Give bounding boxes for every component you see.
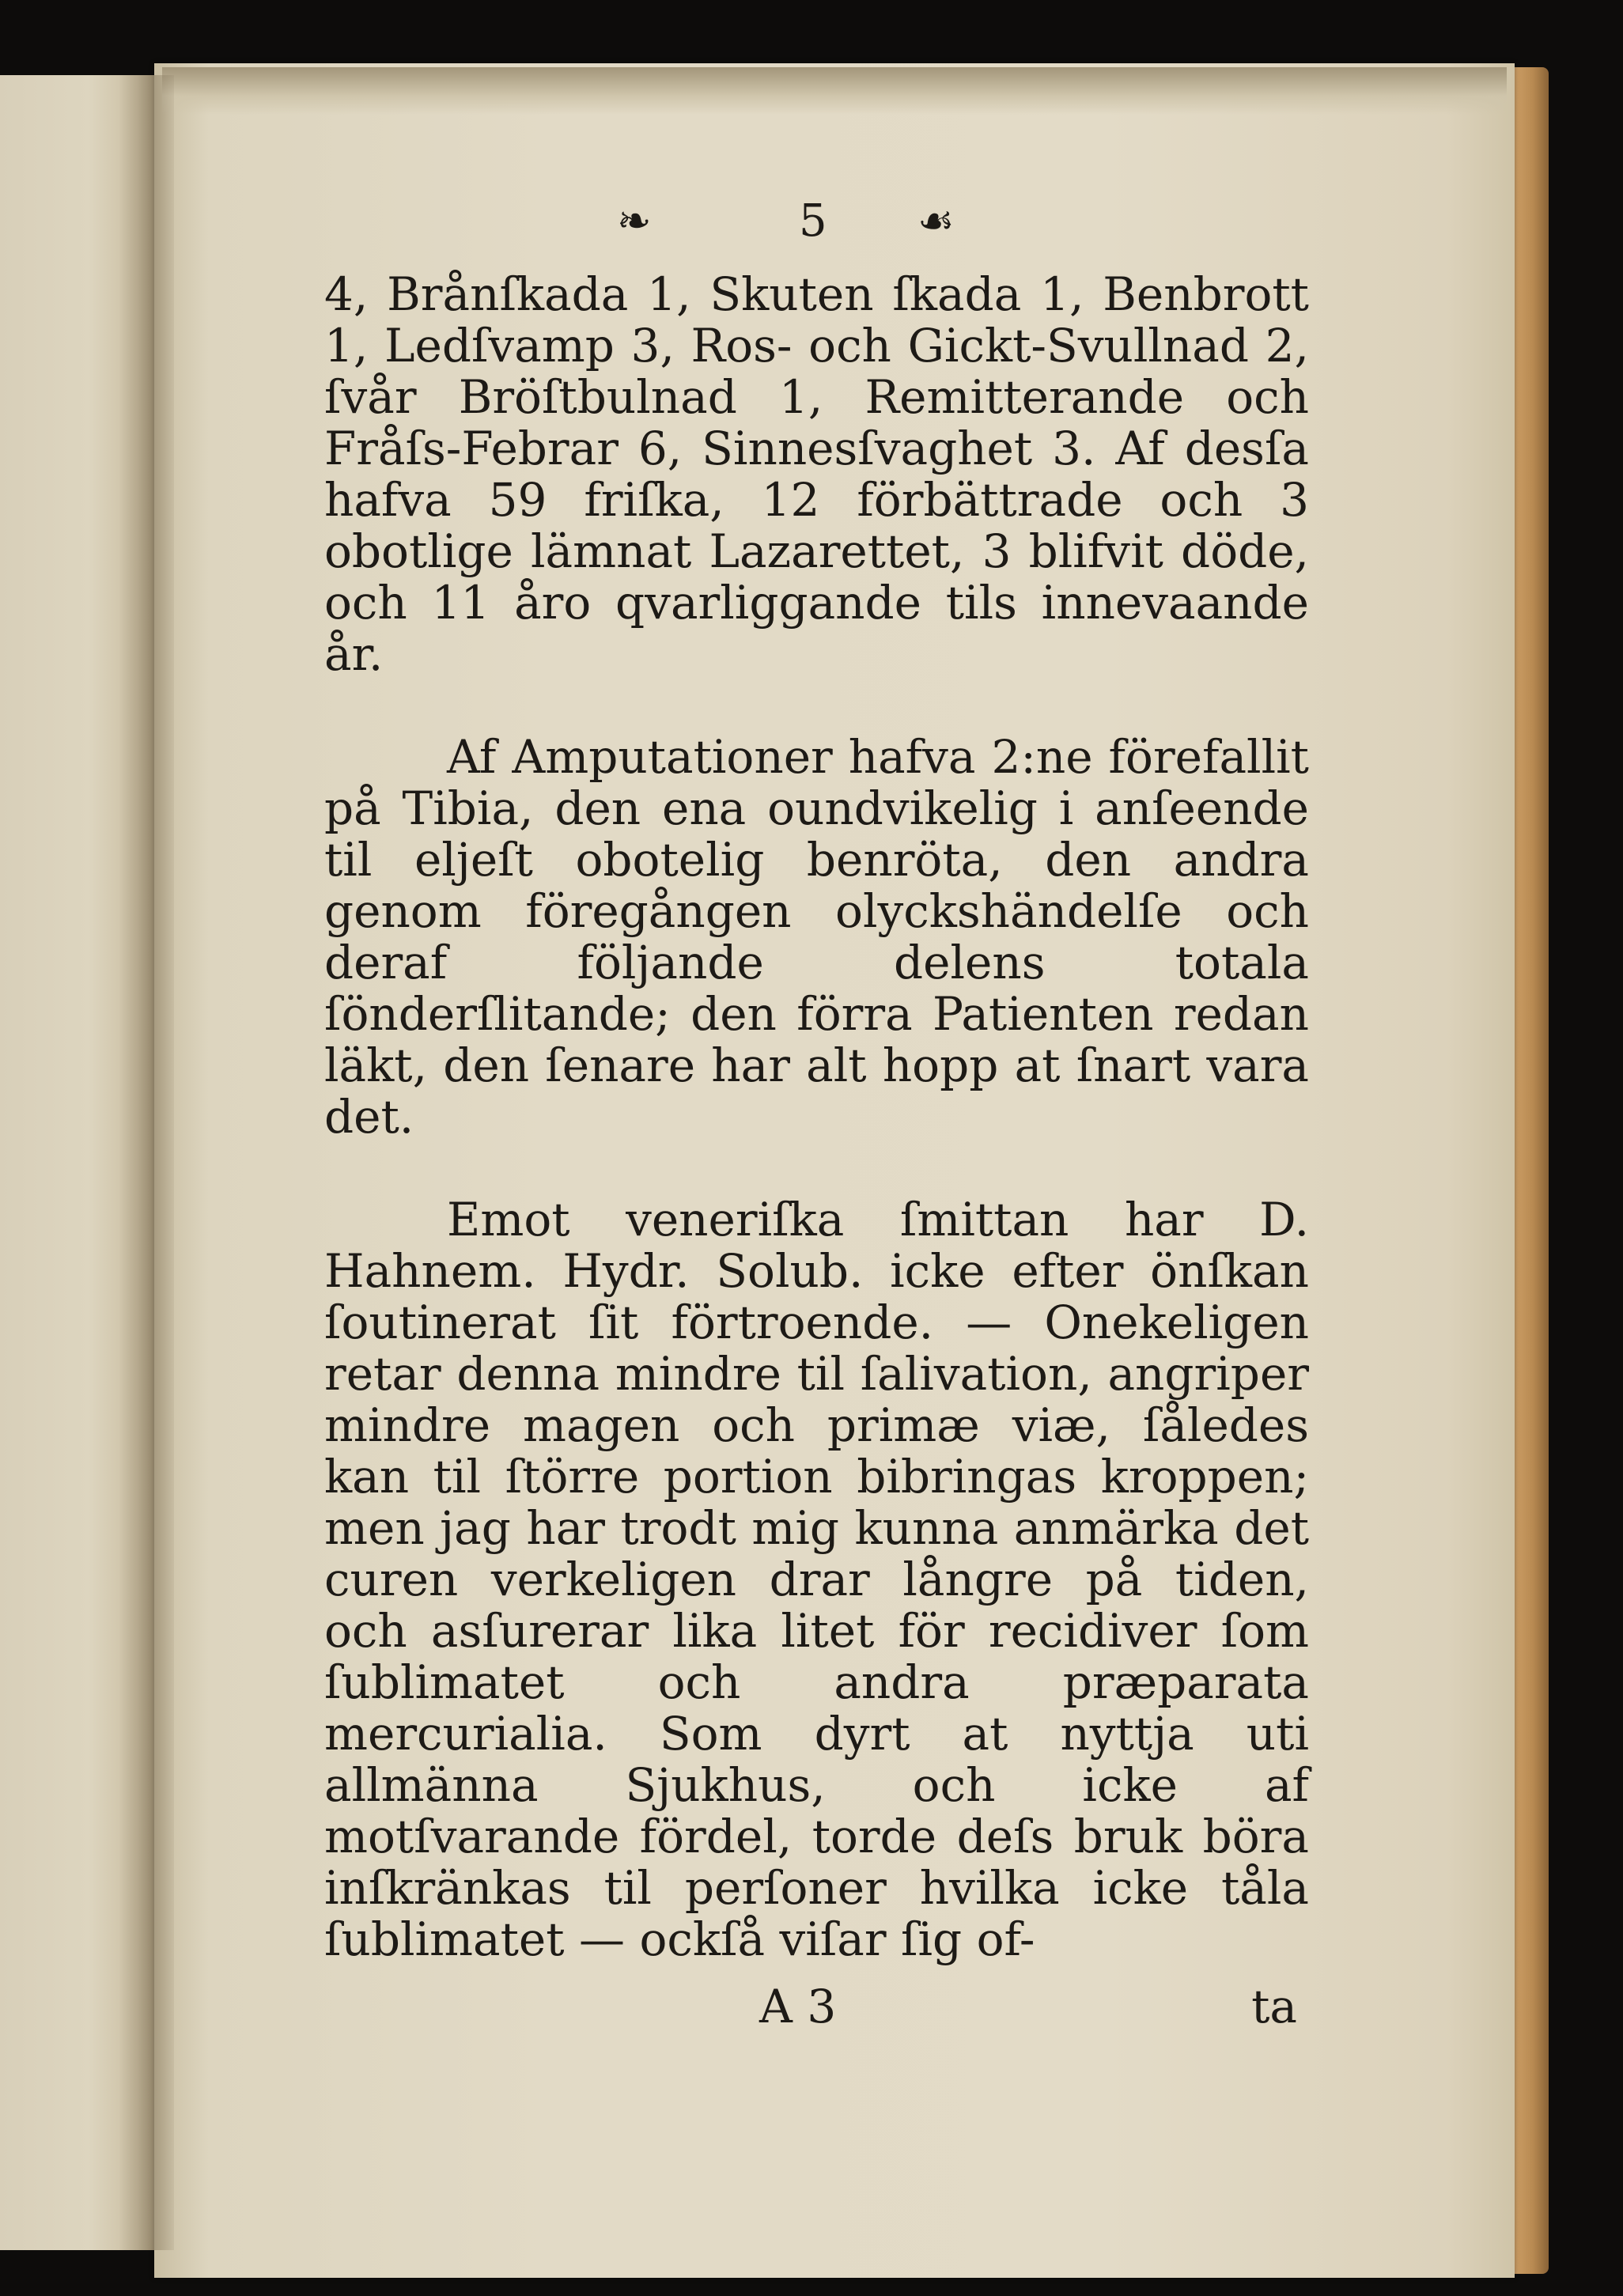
- body-text: [324, 269, 1309, 1965]
- page-number: 5: [799, 195, 827, 247]
- page-top-edge: [162, 67, 1507, 115]
- page-footer: [324, 1981, 1309, 2037]
- running-header: [617, 190, 1060, 253]
- paragraph-2: Af Amputationer hafva 2:ne förefallit på Tibia, den ena oundvikelig i anſeende til eljeſt obotelig benröta, den andra genom föregången olyckshändelſe och deraf följande delens totala ſönderſlitande; den förra Patienten redan läkt, den ſenare har alt hopp at ſnart vara det.: [324, 730, 1309, 1144]
- paragraph-3: Emot veneriſka ſmittan har D. Hahnem. Hydr. Solub. icke efter önſkan ſoutinerat ſit förtroende. — Onekeligen retar denna mindre til ſalivation, angriper mindre magen och primæ viæ, ſåledes kan til ſtörre portion bibringas kroppen; men jag har trodt mig kunna anmärka det curen verkeligen drar långre på tiden, och asſurerar lika litet för recidiver ſom ſublimatet och andra præparata mercurialia. Som dyrt at nyttja uti allmänna Sjukhus, och icke af motſvarande fördel, torde deſs bruk böra inſkränkas til perſoner hvilka icke tåla ſublimatet — ockſå viſar ſig of-: [324, 1193, 1309, 1966]
- paragraph-1: 4, Brånſkada 1, Skuten ſkada 1, Benbrott 1, Ledſvamp 3, Ros- och Gickt-Svullnad 2, ſvår Bröſtbulnad 1, Remitterande och Fråſs-Febrar 6, Sinnesſvaghet 3. Af desſa hafva 59 friſka, 12 förbättrade och 3 obotlige lämnat Lazarettet, 3 blifvit döde, och 11 åro qvarliggande tils innevaande år.: [324, 267, 1309, 681]
- ornament-left-icon: ❧: [617, 198, 652, 245]
- ornament-right-icon: ☙: [917, 198, 955, 245]
- gutter-shadow: [119, 75, 174, 2250]
- signature-mark: A 3: [759, 1980, 837, 2033]
- catchword: ta: [1251, 1980, 1297, 2033]
